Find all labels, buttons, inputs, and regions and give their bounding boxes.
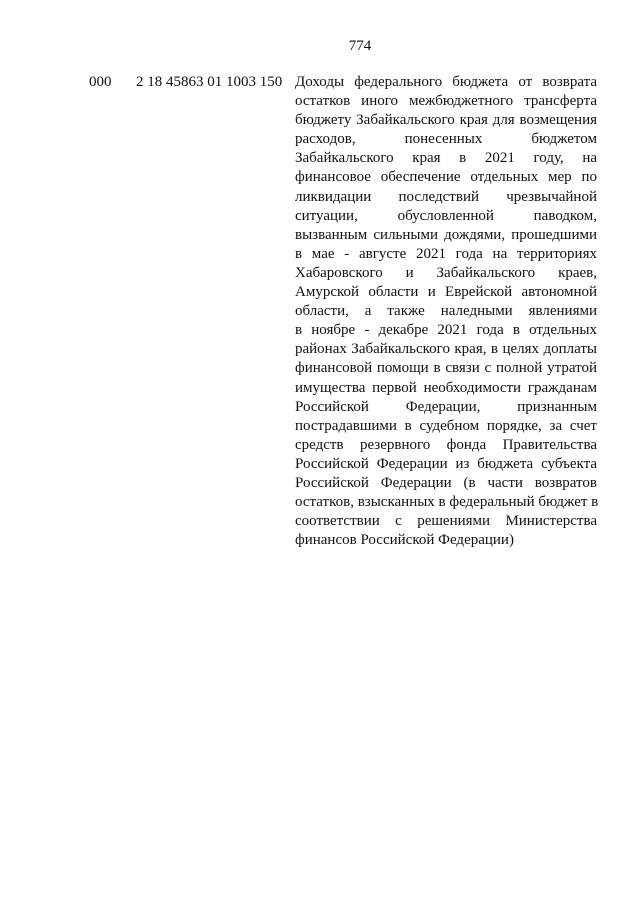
- description-line: соответствии с решениями Министерства: [295, 513, 597, 530]
- description-line: Амурской области и Еврейской автономной: [295, 284, 597, 301]
- description-line: в ноябре - декабре 2021 года в отдельных: [295, 322, 597, 339]
- description-line: финансов Российской Федерации): [295, 532, 514, 549]
- description-line: финансовой помощи в связи с полной утратой: [295, 360, 597, 377]
- income-description: [295, 73, 597, 550]
- description-line: вызванным сильными дождями, прошедшими: [295, 226, 597, 243]
- description-line: Российской Федерации из бюджета субъекта: [295, 455, 597, 472]
- description-line: бюджету Забайкальского края для возмещения: [295, 112, 597, 129]
- description-line: ликвидации последствий чрезвычайной: [295, 188, 597, 205]
- description-line: Доходы федерального бюджета от возврата: [295, 74, 597, 90]
- description-line: районах Забайкальского края, в целях доплаты: [295, 341, 597, 358]
- description-line: Забайкальского края в 2021 году, на: [295, 150, 597, 167]
- description-line: Российской Федерации (в части возвратов: [295, 474, 597, 491]
- description-line: остатков иного межбюджетного трансферта: [295, 93, 597, 110]
- page-number: 774: [348, 38, 372, 54]
- description-line: пострадавшими в судебном порядке, за счет: [295, 417, 597, 434]
- description-line: Российской Федерации, признанным: [295, 398, 597, 415]
- administrator-code: 000: [89, 74, 112, 90]
- description-line: Хабаровского и Забайкальского краев,: [295, 264, 597, 281]
- description-line: ситуации, обусловленной паводком,: [295, 207, 597, 224]
- description-line: имущества первой необходимости гражданам: [295, 379, 597, 396]
- description-line: финансовое обеспечение отдельных мер по: [295, 169, 597, 186]
- description-line: расходов, понесенных бюджетом: [295, 131, 597, 148]
- description-line: средств резервного фонда Правительства: [295, 436, 597, 453]
- description-line: области, а также наледными явлениями: [295, 303, 597, 320]
- description-line: в мае - августе 2021 года на территориях: [295, 245, 597, 262]
- budget-classification-code: 2 18 45863 01 1003 150: [136, 74, 283, 90]
- description-line: остатков, взысканных в федеральный бюджет в: [295, 494, 599, 511]
